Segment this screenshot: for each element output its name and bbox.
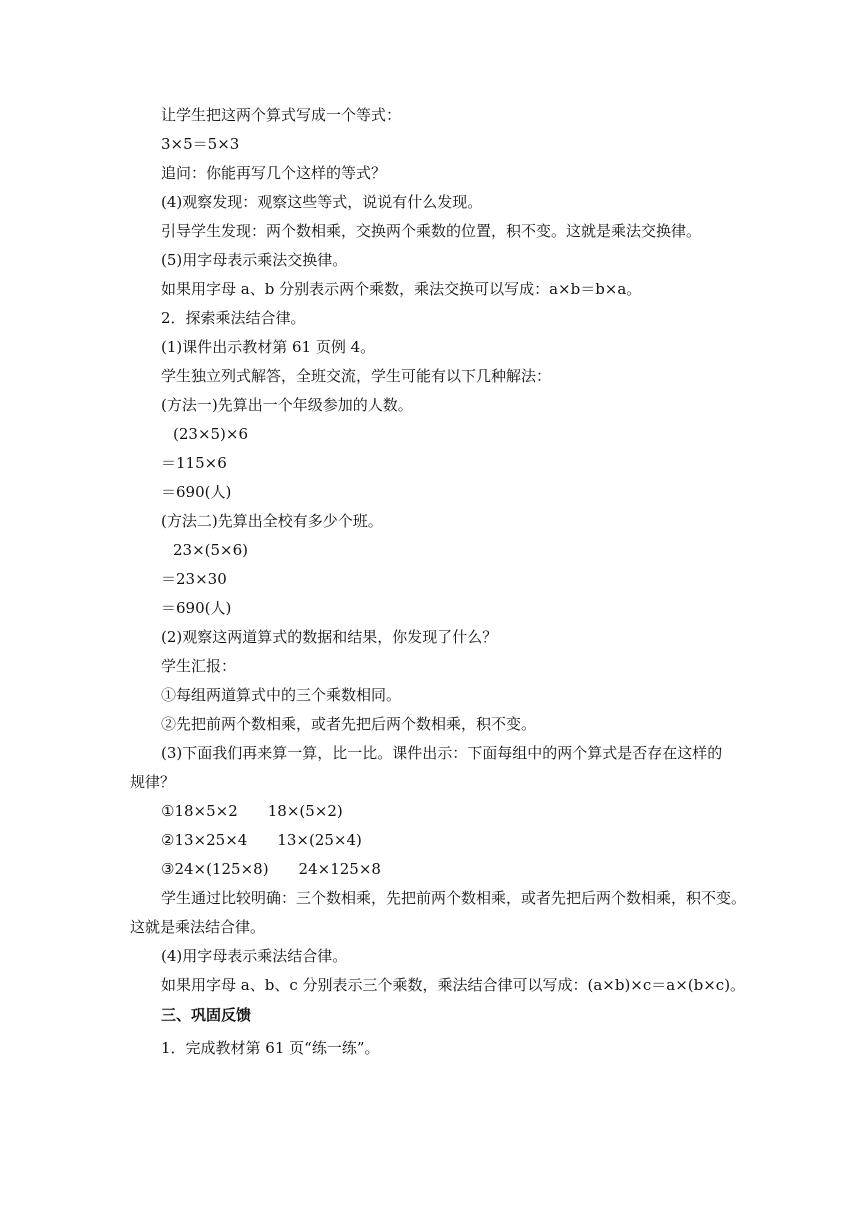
equation-line: ＝115×6 bbox=[161, 454, 227, 472]
exercise-line: 1．完成教材第 61 页“练一练”。 bbox=[161, 1039, 380, 1057]
text-line: (4)观察发现：观察这些等式，说说有什么发现。 bbox=[161, 193, 483, 211]
text-line: 2．探索乘法结合律。 bbox=[161, 309, 306, 327]
text-line: (方法二)先算出全校有多少个班。 bbox=[161, 512, 383, 530]
equation-line: ＝23×30 bbox=[161, 570, 227, 588]
paragraph-3-line-1: (3)下面我们再来算一算，比一比。课件出示：下面每组中的两个算式是否存在这样的 bbox=[161, 744, 723, 762]
text-line: 让学生把这两个算式写成一个等式： bbox=[161, 106, 402, 124]
comparison-group-2: ②13×25×4 13×(25×4) bbox=[161, 831, 362, 849]
text-line: 追问：你能再写几个这样的等式？ bbox=[161, 164, 387, 182]
text-line: (2)观察这两道算式的数据和结果，你发现了什么？ bbox=[161, 628, 498, 646]
section-heading: 三、巩固反馈 bbox=[161, 1006, 252, 1024]
conclusion-line-1: 学生通过比较明确：三个数相乘，先把前两个数相乘，或者先把后两个数相乘，积不变。 bbox=[161, 889, 747, 907]
text-line: 如果用字母 a、b 分别表示两个乘数，乘法交换可以写成：a×b＝b×a。 bbox=[161, 280, 642, 298]
document-body bbox=[130, 101, 747, 1063]
equation-line: ＝690(人) bbox=[161, 599, 232, 617]
paragraph-3-line-2: 规律？ bbox=[130, 773, 176, 791]
comparison-group-3: ③24×(125×8) 24×125×8 bbox=[161, 860, 381, 878]
text-line: ②先把前两个数相乘，或者先把后两个数相乘，积不变。 bbox=[161, 715, 537, 733]
text-line: (方法一)先算出一个年级参加的人数。 bbox=[161, 396, 413, 414]
equation-line: ＝690(人) bbox=[161, 483, 232, 501]
text-line: (4)用字母表示乘法结合律。 bbox=[161, 947, 348, 965]
equation-line: 3×5＝5×3 bbox=[161, 135, 240, 153]
text-line: 学生汇报： bbox=[161, 657, 237, 675]
text-line: 学生独立列式解答，全班交流，学生可能有以下几种解法： bbox=[161, 367, 552, 385]
text-line: (5)用字母表示乘法交换律。 bbox=[161, 251, 348, 269]
comparison-group-1: ①18×5×2 18×(5×2) bbox=[161, 802, 343, 820]
associative-law-formula: 如果用字母 a、b、c 分别表示三个乘数，乘法结合律可以写成：(a×b)×c＝a×(b×c)。 bbox=[161, 976, 746, 994]
equation-line: (23×5)×6 bbox=[173, 425, 249, 443]
lesson-lines bbox=[130, 101, 740, 739]
text-line: ①每组两道算式中的三个乘数相同。 bbox=[161, 686, 402, 704]
equation-line: 23×(5×6) bbox=[173, 541, 249, 559]
text-line: (1)课件出示教材第 61 页例 4。 bbox=[161, 338, 376, 356]
conclusion-line-2: 这就是乘法结合律。 bbox=[130, 918, 266, 936]
text-line: 引导学生发现：两个数相乘，交换两个乘数的位置，积不变。这就是乘法交换律。 bbox=[161, 222, 702, 240]
